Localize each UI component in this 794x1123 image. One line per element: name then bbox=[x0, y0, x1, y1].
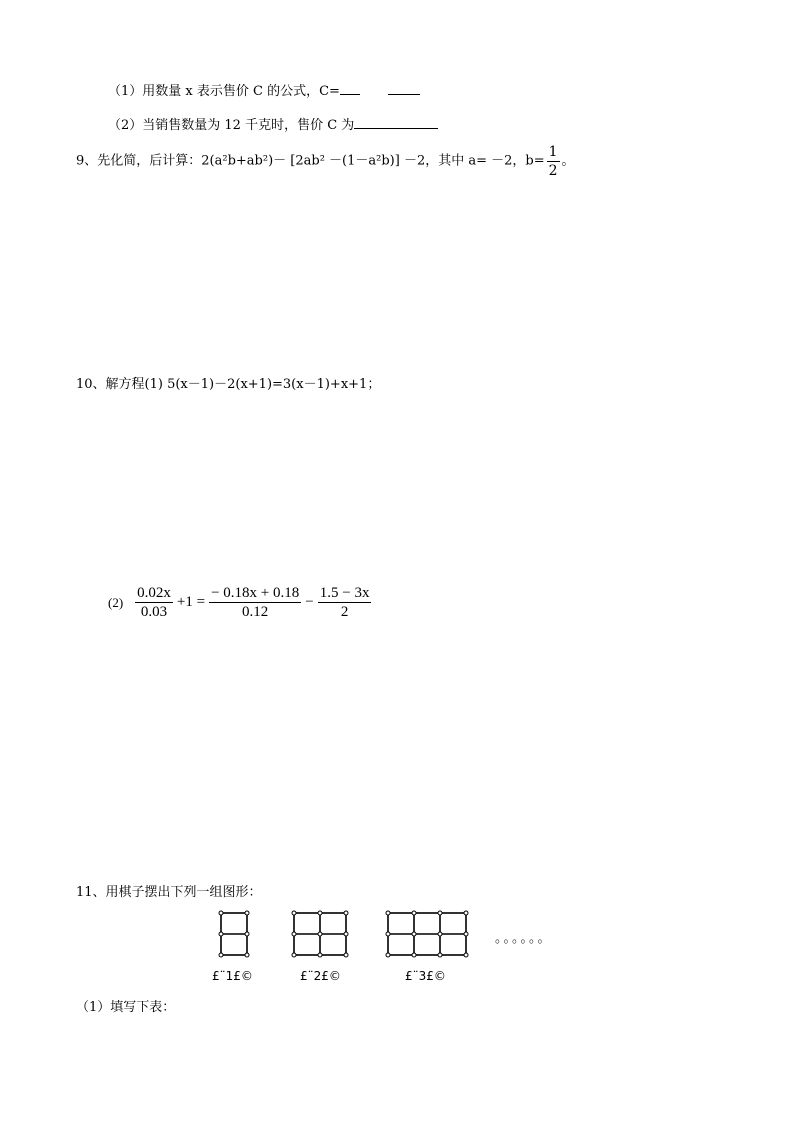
q9-frac-den: 2 bbox=[548, 163, 558, 179]
figures-svg bbox=[200, 905, 580, 995]
q10-part2-tag: (2) bbox=[108, 594, 124, 610]
q10-op1: +1 = bbox=[176, 594, 206, 610]
figure-3 bbox=[388, 913, 466, 955]
q8-part2 bbox=[108, 116, 438, 135]
q10-part1-text: 10、解方程(1) 5(x－1)－2(x+1)=3(x－1)+x+1； bbox=[76, 377, 381, 392]
q8-part1-blank-a[interactable] bbox=[340, 82, 360, 95]
q8-part1 bbox=[108, 82, 420, 101]
q10-frac1 bbox=[135, 584, 173, 621]
q10-op2: − bbox=[305, 594, 314, 610]
figure-2-label: £¨2£© bbox=[300, 969, 341, 983]
q10-frac1-den: 0.03 bbox=[140, 604, 168, 620]
q11-part1-text: （1）填写下表： bbox=[76, 1000, 176, 1015]
q10-frac2-num: − 0.18x + 0.18 bbox=[211, 585, 300, 601]
q10-part1 bbox=[76, 376, 380, 394]
q11-text: 11、用棋子摆出下列一组图形： bbox=[76, 885, 262, 900]
figure-3-label: £¨3£© bbox=[405, 969, 446, 983]
figure-1-label: £¨1£© bbox=[212, 969, 253, 983]
q11-part1 bbox=[76, 999, 175, 1017]
q9-fraction-b bbox=[547, 143, 560, 180]
figures-ellipsis: 。。。。。。 bbox=[495, 931, 553, 946]
figure-1 bbox=[221, 913, 247, 955]
chess-piece-figures bbox=[200, 905, 580, 995]
q10-frac1-num: 0.02x bbox=[137, 585, 171, 601]
q8-part1-blank-b[interactable] bbox=[388, 82, 420, 95]
q9-end: 。 bbox=[561, 153, 575, 169]
q9-frac-num: 1 bbox=[548, 144, 558, 160]
q10-frac3-num: 1.5 − 3x bbox=[319, 585, 370, 601]
q8-part2-blank[interactable] bbox=[354, 116, 438, 129]
q9-text: 9、先化简，后计算：2(a²b+ab²)－ [2ab² －(1－a²b)] －2，其中 a= －2，b= bbox=[76, 153, 545, 169]
q10-frac2 bbox=[209, 584, 301, 621]
q9 bbox=[76, 143, 575, 183]
q10-frac2-den: 0.12 bbox=[242, 604, 269, 620]
q8-part2-text: （2）当销售数量为 12 千克时，售价 C 为 bbox=[108, 118, 355, 133]
q10-part2-equation bbox=[108, 584, 373, 621]
q11 bbox=[76, 884, 262, 902]
q10-frac3-den: 2 bbox=[340, 604, 349, 620]
q8-part1-text: （1）用数量 x 表示售价 C 的公式，C= bbox=[108, 84, 340, 99]
q10-frac3 bbox=[318, 584, 372, 621]
